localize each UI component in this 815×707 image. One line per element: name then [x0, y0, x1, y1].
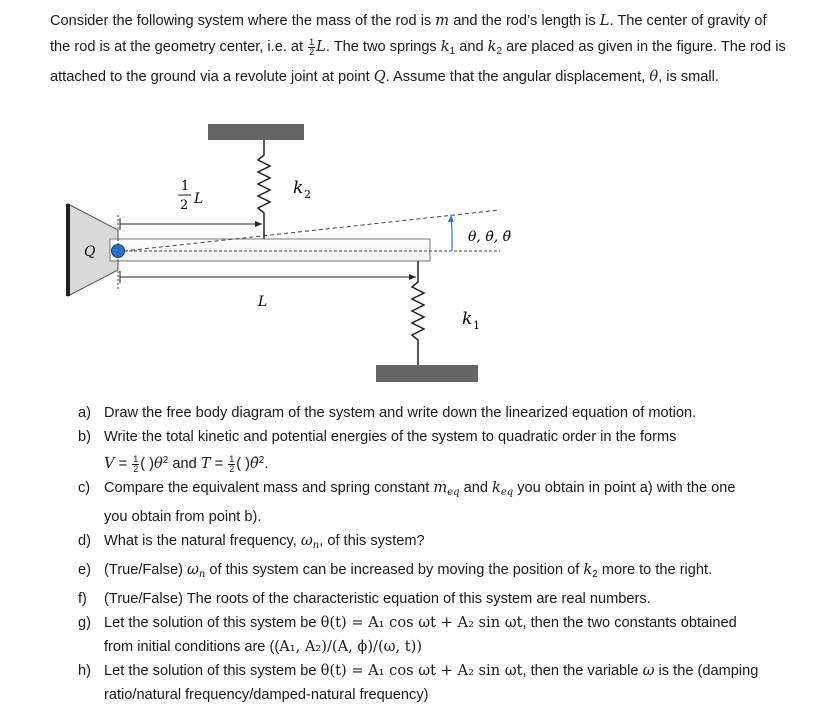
- bottom-ground: [376, 365, 478, 382]
- label-k2: k: [293, 178, 304, 198]
- label-k1-sub: 1: [473, 319, 480, 332]
- top-ground: [208, 124, 304, 140]
- rod: [110, 239, 430, 261]
- question-list: [78, 401, 798, 707]
- question-d: d) What is the natural frequency, $\omega_n$, of this system?: [78, 532, 425, 551]
- label-half-num: 1: [181, 179, 190, 194]
- question-c: c) Compare the equivalent mass and spring constant $m_{eq}$ and $k_{eq}$ you obtain in point a) with the one you obtain from point b).: [78, 479, 736, 525]
- label-half-den: 2: [180, 198, 189, 213]
- question-b: b) Write the total kinetic and potential energies of the system to quadratic order in the forms V = $\frac{1}{2}$ ( )$\theta^2$ and T = $\frac{1}{2}$ ( )θ̇$^2$.: [78, 429, 677, 474]
- question-a: a) Draw the free body diagram of the system and write down the linearized equation of motion.: [78, 405, 697, 421]
- label-half-L: L: [194, 191, 204, 207]
- question-f: f) (True/False) The roots of the characteristic equation of this system are real numbers.: [78, 591, 651, 607]
- question-h: h) Let the solution of this system be θ(t) = A₁ cos ωt + A₂ sin ωt, then the variable ω is the (damping ratio/natural frequency/damped-natural frequency): [78, 662, 759, 703]
- label-theta: θ, θ̇, θ̈: [468, 229, 512, 245]
- question-e: e) (True/False) $\omega_n$ of this system can be increased by moving the position of $k_2$ more to the right.: [78, 561, 713, 580]
- label-k2-sub: 2: [304, 188, 311, 201]
- problem-statement: Consider the following system where the mass of the rod is m and the rod’s length is L. The center of gravity of the rod is at the geometry center, i.e. at $\frac{1}{2}$ L. The two springs $k_1$ and $k_2$ are placed as given in the figure. The rod is attached to the ground via a revolute joint at point Q. Assume that the angular displacement, θ, is small.: [50, 12, 786, 85]
- question-g: g) Let the solution of this system be θ(t) = A₁ cos ωt + A₂ sin ωt, then the two constants obtained from initial conditions are ((A₁, A₂)/(A, ϕ)/(ω, t)): [78, 614, 737, 655]
- label-q: Q: [84, 244, 96, 260]
- system-figure: [50, 120, 550, 395]
- label-L: L: [258, 294, 268, 310]
- half-fraction: $\frac{1}{2}$: [309, 36, 315, 57]
- label-k1: k: [462, 309, 473, 329]
- rod-spring-diagram: [50, 120, 550, 390]
